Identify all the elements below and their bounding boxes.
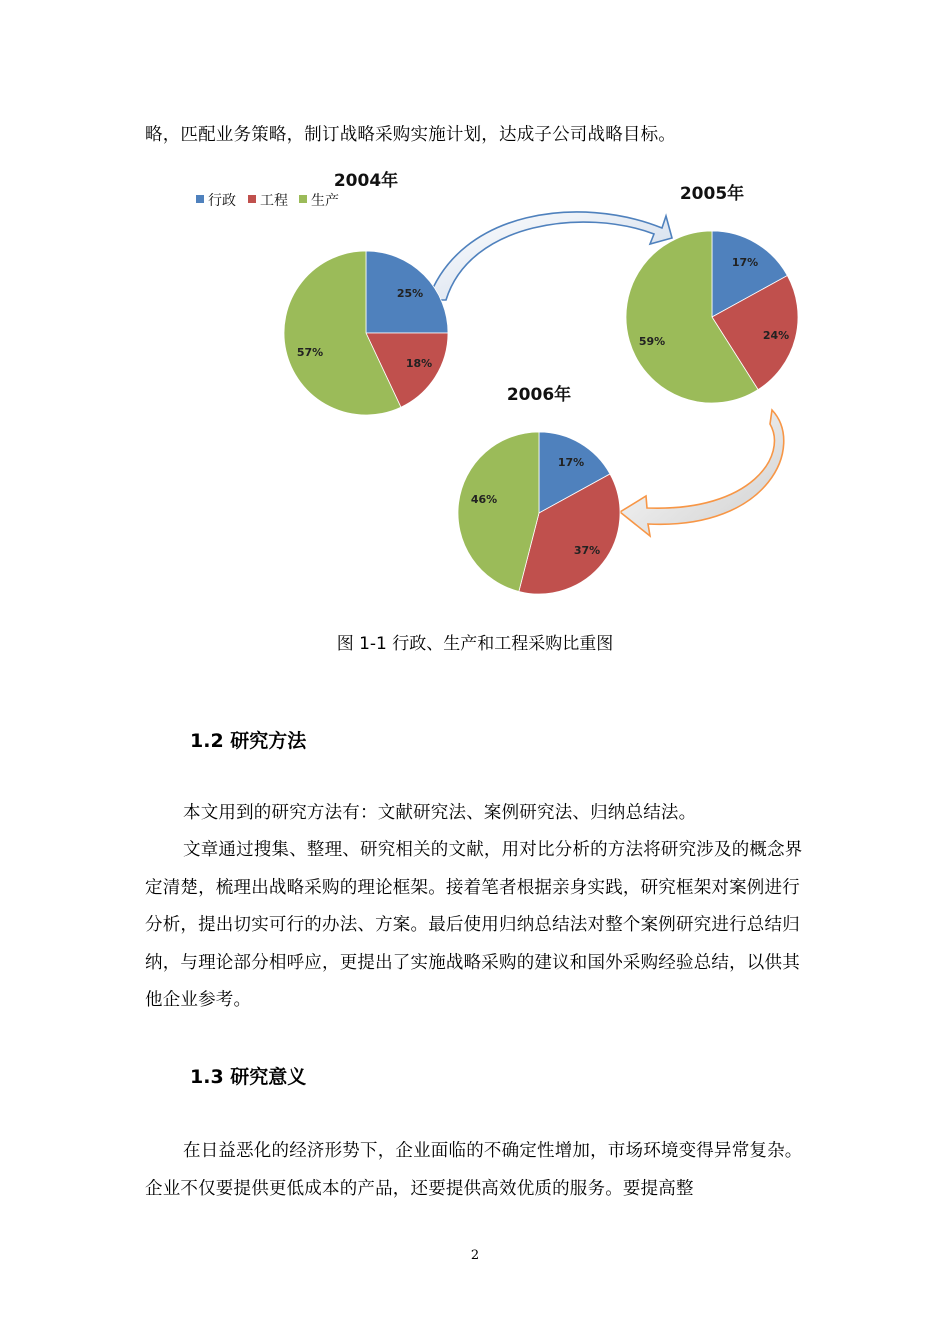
pie-label-2005-production: 59% xyxy=(638,335,666,348)
pie-label-2006-production: 46% xyxy=(470,493,498,506)
legend-swatch-engineering xyxy=(248,195,256,203)
pie-2004 xyxy=(284,170,448,415)
legend-label-production: 生产 xyxy=(311,193,339,209)
legend-label-admin: 行政 xyxy=(208,193,236,209)
legend-label-engineering: 工程 xyxy=(260,193,288,209)
figure-caption: 图 1-1 行政、生产和工程采购比重图 xyxy=(336,634,614,654)
section-1-3-paragraph-1: 在日益恶化的经济形势下，企业面临的不确定性增加，市场环境变得异常复杂。企业不仅要提供更低成本的产品，还要提供高效优质的服务。要提高整 xyxy=(145,1141,803,1199)
pie-2005 xyxy=(626,183,798,403)
section-heading-1-3: 1.3 研究意义 xyxy=(190,1066,307,1088)
pie-title-2005: 2005年 xyxy=(679,184,745,204)
pie-label-2005-admin: 17% xyxy=(731,256,759,269)
section-heading-1-2: 1.2 研究方法 xyxy=(190,730,307,752)
intro-line: 略，匹配业务策略，制订战略采购实施计划，达成子公司战略目标。 xyxy=(145,125,676,145)
pie-chart-figure xyxy=(0,0,950,660)
pie-label-2005-engineering: 24% xyxy=(762,329,790,342)
pie-title-2006: 2006年 xyxy=(506,385,572,405)
pie-2006 xyxy=(458,384,620,594)
pie-title-2004: 2004年 xyxy=(333,171,399,191)
legend-swatch-production xyxy=(299,195,307,203)
pie-label-2004-engineering: 18% xyxy=(405,357,433,370)
section-1-2-paragraph-2: 文章通过搜集、整理、研究相关的文献，用对比分析的方法将研究涉及的概念界定清楚，梳理出战略采购的理论框架。接着笔者根据亲身实践，研究框架对案例进行分析，提出切实可行的办法、方案。最后使用归纳总结法对整个案例研究进行总结归纳，与理论部分相呼应，更提出了实施战略采购的建议和国外采购经验总结，以供其他企业参考。 xyxy=(145,840,803,1010)
arrow-2005-to-2006 xyxy=(620,410,784,536)
pie-label-2004-admin: 25% xyxy=(396,287,424,300)
section-1-2-paragraph-1: 本文用到的研究方法有：文献研究法、案例研究法、归纳总结法。 xyxy=(183,803,697,823)
pie-label-2006-admin: 17% xyxy=(557,456,585,469)
page-number: 2 xyxy=(470,1248,480,1263)
pie-label-2004-production: 57% xyxy=(296,346,324,359)
legend-swatch-admin xyxy=(196,195,204,203)
chart-legend xyxy=(196,192,339,209)
pie-label-2006-engineering: 37% xyxy=(573,544,601,557)
